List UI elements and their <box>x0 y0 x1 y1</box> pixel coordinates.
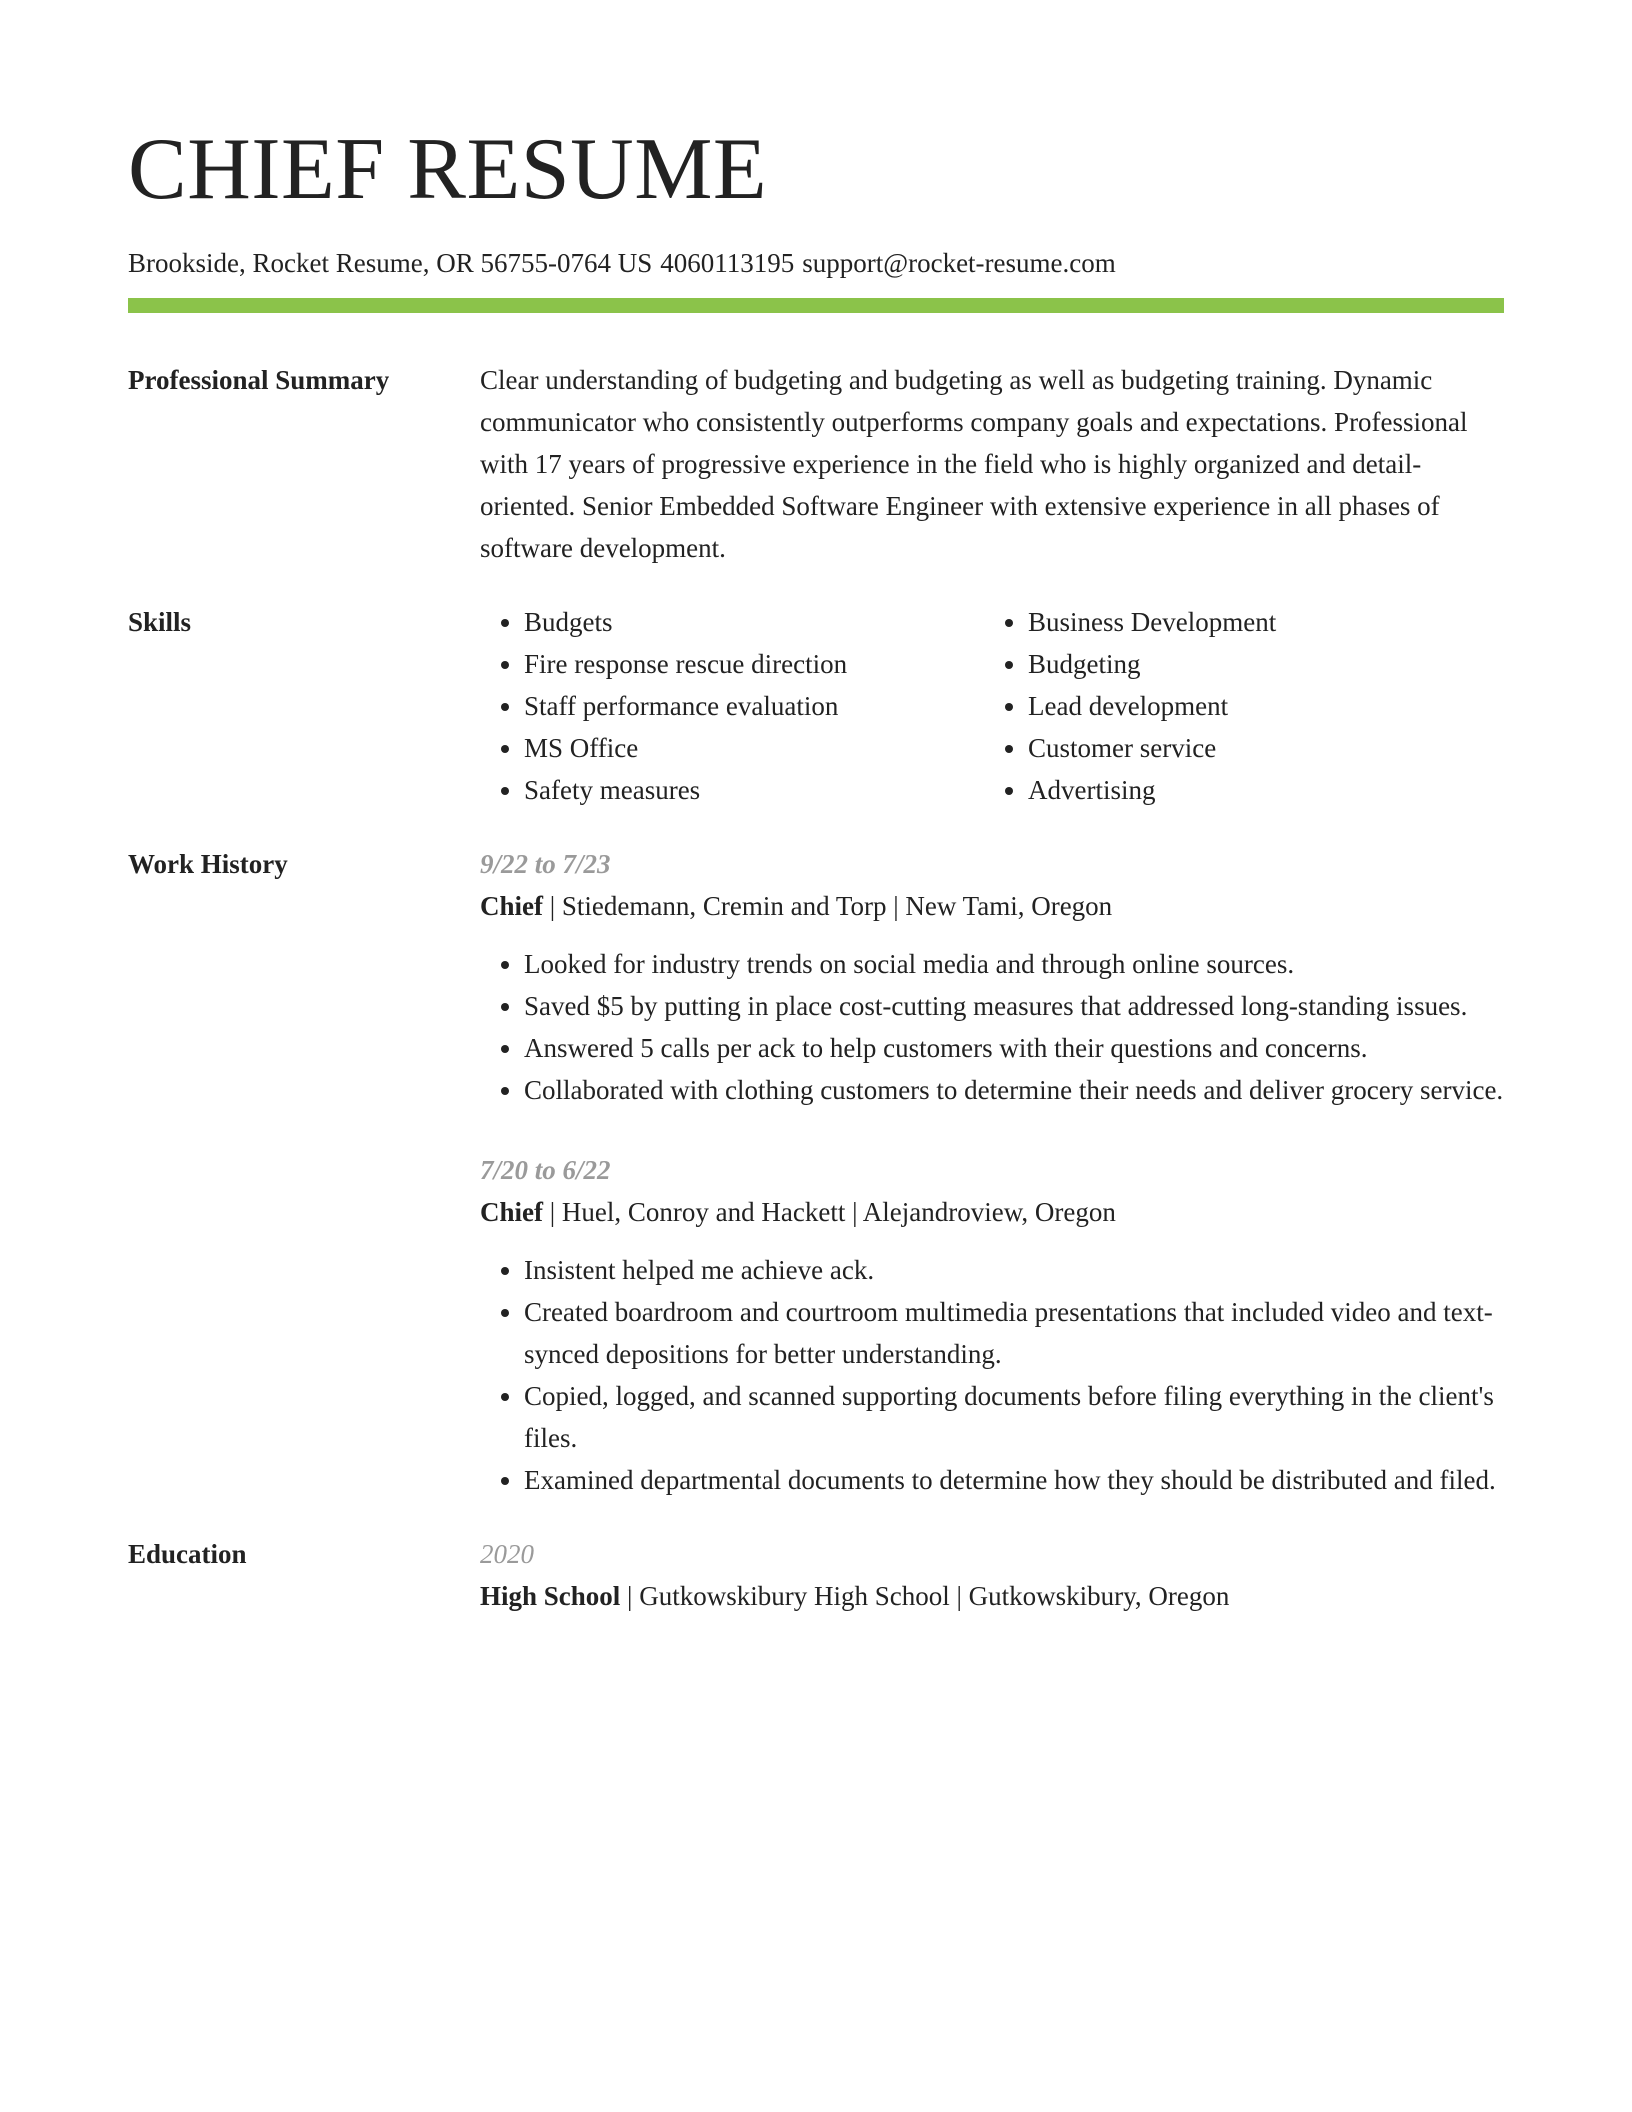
skills-list <box>480 601 1504 811</box>
education-school: | Gutkowskibury High School | Gutkowskibury, Oregon <box>620 1581 1230 1611</box>
skills-column-right <box>984 601 1488 811</box>
education-heading: Education <box>128 1539 247 1569</box>
job-dates: 9/22 to 7/23 <box>480 849 611 879</box>
contact-line <box>128 246 1504 280</box>
header-divider <box>128 298 1504 313</box>
job-entry <box>480 843 1504 1111</box>
skill-item: • Business Development <box>1028 601 1488 643</box>
skill-item: • Advertising <box>1028 769 1488 811</box>
job-bullets <box>480 943 1504 1111</box>
skill-item: • Customer service <box>1028 727 1488 769</box>
work-history-heading: Work History <box>128 849 288 879</box>
resume-name: CHIEF RESUME <box>128 121 768 218</box>
education-degree: High School <box>480 1581 621 1611</box>
job-company: | Huel, Conroy and Hackett | Alejandroview, Oregon <box>543 1197 1116 1227</box>
skill-item: • Lead development <box>1028 685 1488 727</box>
job-bullet: • Looked for industry trends on social media and through online sources. <box>524 943 1504 985</box>
skill-item: • Staff performance evaluation <box>524 685 984 727</box>
work-history-section <box>128 843 1504 1501</box>
summary-heading: Professional Summary <box>128 365 390 395</box>
work-history-list <box>480 843 1504 1501</box>
job-bullet: • Answered 5 calls per ack to help customers with their questions and concerns. <box>524 1027 1504 1069</box>
job-entry <box>480 1149 1504 1501</box>
skills-heading: Skills <box>128 607 192 637</box>
summary-section <box>128 359 1504 569</box>
job-title-line <box>480 1191 1504 1233</box>
education-entry <box>480 1533 1504 1617</box>
job-dates: 7/20 to 6/22 <box>480 1155 611 1185</box>
skills-section <box>128 601 1504 811</box>
job-title: Chief <box>480 891 543 921</box>
job-bullet: • Saved $5 by putting in place cost-cutting measures that addressed long-standing issues. <box>524 985 1504 1027</box>
job-bullets <box>480 1249 1504 1501</box>
skills-column-left <box>480 601 984 811</box>
contact-address: Brookside, Rocket Resume, OR 56755-0764 US <box>128 248 653 278</box>
job-title-line <box>480 885 1504 927</box>
job-company: | Stiedemann, Cremin and Torp | New Tami, Oregon <box>543 891 1113 921</box>
job-bullet: • Collaborated with clothing customers to determine their needs and deliver grocery service. <box>524 1069 1504 1111</box>
education-line <box>480 1575 1504 1617</box>
education-year: 2020 <box>480 1539 534 1569</box>
job-bullet: • Copied, logged, and scanned supporting documents before filing everything in the client's files. <box>524 1375 1504 1459</box>
skill-item: • Fire response rescue direction <box>524 643 984 685</box>
job-bullet: • Created boardroom and courtroom multimedia presentations that included video and text-synced depositions for better understanding. <box>524 1291 1504 1375</box>
skill-item: • Budgeting <box>1028 643 1488 685</box>
contact-email: support@rocket-resume.com <box>802 248 1116 278</box>
skill-item: • Safety measures <box>524 769 984 811</box>
education-section <box>128 1533 1504 1617</box>
skill-item: • Budgets <box>524 601 984 643</box>
skill-item: • MS Office <box>524 727 984 769</box>
summary-text: Clear understanding of budgeting and budgeting as well as budgeting training. Dynamic communicator who consistently outperforms company goals and expectations. Professional with 17 years of progressive experience in the field who is highly organized and detail-oriented. Senior Embedded Software Engineer with extensive experience in all phases of software development. <box>480 365 1468 563</box>
job-bullet: • Insistent helped me achieve ack. <box>524 1249 1504 1291</box>
job-title: Chief <box>480 1197 543 1227</box>
job-bullet: • Examined departmental documents to determine how they should be distributed and filed. <box>524 1459 1504 1501</box>
contact-phone: 4060113195 <box>660 248 795 278</box>
